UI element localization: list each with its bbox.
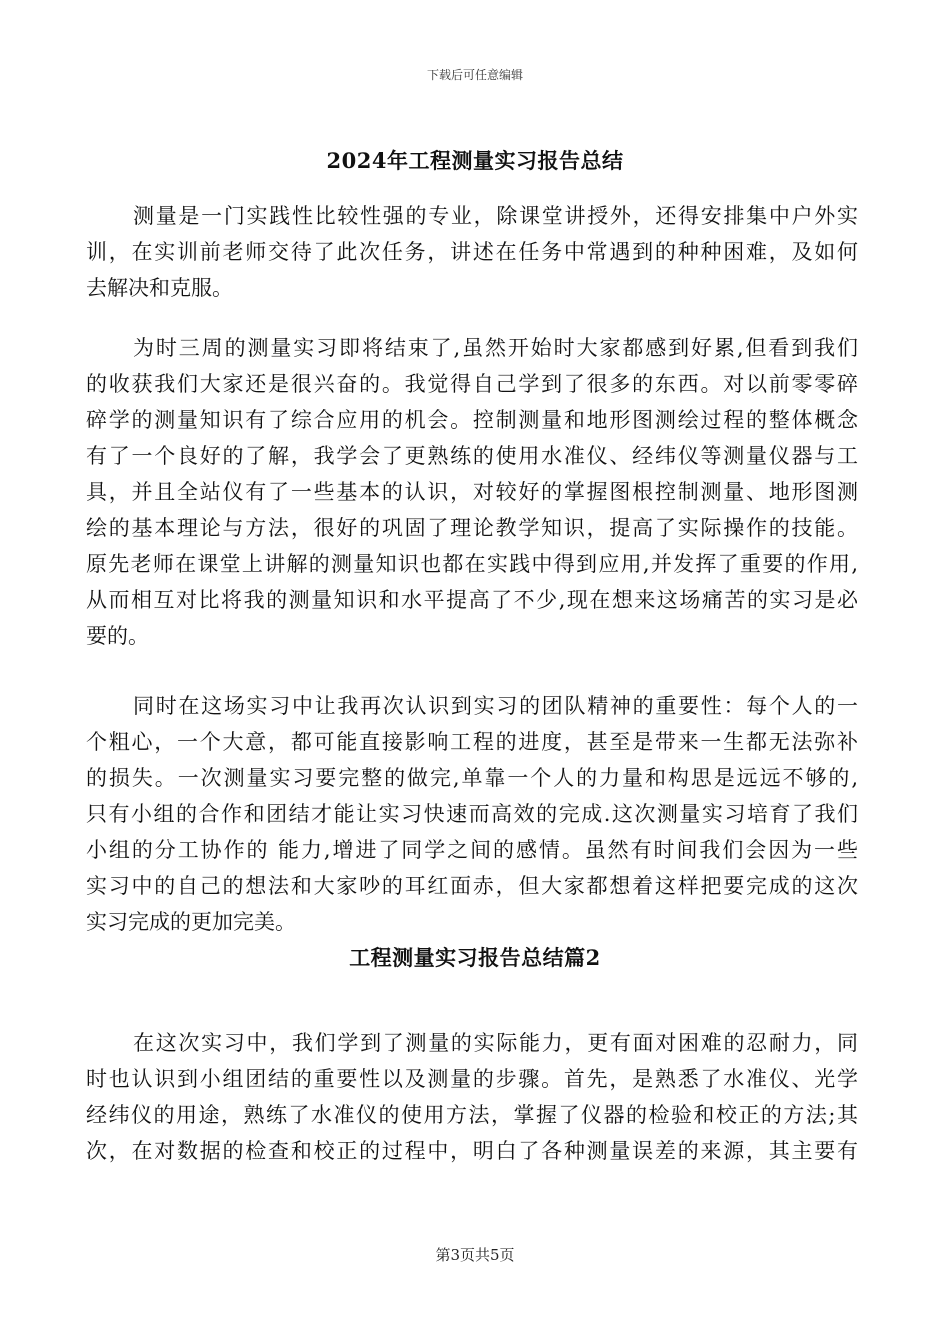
text-line: 有了一个良好的了解，我学会了更熟练的使用水准仪、经纬仪等测量仪器与工	[86, 444, 858, 468]
text-line: 要的。	[86, 624, 149, 648]
text-line: 小组的分工协作的 能力,增进了同学之间的感情。虽然有时间我们会因为一些	[86, 838, 858, 862]
text-line: 的损失。一次测量实习要完整的做完,单靠一个人的力量和构思是远远不够的,	[86, 766, 858, 790]
text-line: 的收获我们大家还是很兴奋的。我觉得自己学到了很多的东西。对以前零零碎	[86, 372, 858, 396]
text-line: 次，在对数据的检查和校正的过程中，明白了各种测量误差的来源，其主要有	[86, 1139, 858, 1163]
paragraph-2	[86, 330, 858, 654]
text-line: 去解决和克服。	[86, 276, 233, 300]
text-line: 个粗心，一个大意，都可能直接影响工程的进度，甚至是带来一生都无法弥补	[86, 730, 858, 754]
section-title: 工程测量实习报告总结篇2	[349, 945, 601, 970]
text-line: 原先老师在课堂上讲解的测量知识也都在实践中得到应用,并发挥了重要的作用,	[86, 552, 858, 576]
text-line: 从而相互对比将我的测量知识和水平提高了不少,现在想来这场痛苦的实习是必	[86, 588, 858, 612]
header-note: 下载后可任意编辑	[426, 68, 523, 82]
text-line: 实习完成的更加完美。	[86, 910, 296, 934]
text-line: 实习中的自己的想法和大家吵的耳红面赤，但大家都想着这样把要完成的这次	[86, 874, 858, 898]
text-line: 时也认识到小组团结的重要性以及测量的步骤。首先，是熟悉了水准仪、光学	[86, 1067, 858, 1091]
text-line: 绘的基本理论与方法，很好的巩固了理论教学知识，提高了实际操作的技能。	[86, 516, 858, 540]
text-line: 测量是一门实践性比较性强的专业，除课堂讲授外，还得安排集中户外实	[133, 204, 858, 228]
text-line: 同时在这场实习中让我再次认识到实习的团队精神的重要性：每个人的一	[133, 694, 858, 718]
text-line: 经纬仪的用途，熟练了水准仪的使用方法，掌握了仪器的检验和校正的方法;其	[86, 1103, 858, 1127]
text-line: 只有小组的合作和团结才能让实习快速而高效的完成.这次测量实习培育了我们	[86, 802, 858, 826]
paragraph-4	[86, 1025, 858, 1169]
paragraph-3	[86, 688, 858, 940]
text-line: 碎学的测量知识有了综合应用的机会。控制测量和地形图测绘过程的整体概念	[86, 408, 858, 432]
text-line: 具，并且全站仪有了一些基本的认识，对较好的掌握图根控制测量、地形图测	[86, 480, 858, 504]
paragraph-1	[86, 198, 858, 306]
page-number-footer: 第3页共5页	[435, 1246, 515, 1264]
page-title: 2024年工程测量实习报告总结	[326, 148, 624, 173]
text-line: 为时三周的测量实习即将结束了,虽然开始时大家都感到好累,但看到我们	[133, 336, 858, 360]
text-line: 在这次实习中，我们学到了测量的实际能力，更有面对困难的忍耐力，同	[133, 1031, 858, 1055]
text-line: 训，在实训前老师交待了此次任务，讲述在任务中常遇到的种种困难，及如何	[86, 240, 858, 264]
